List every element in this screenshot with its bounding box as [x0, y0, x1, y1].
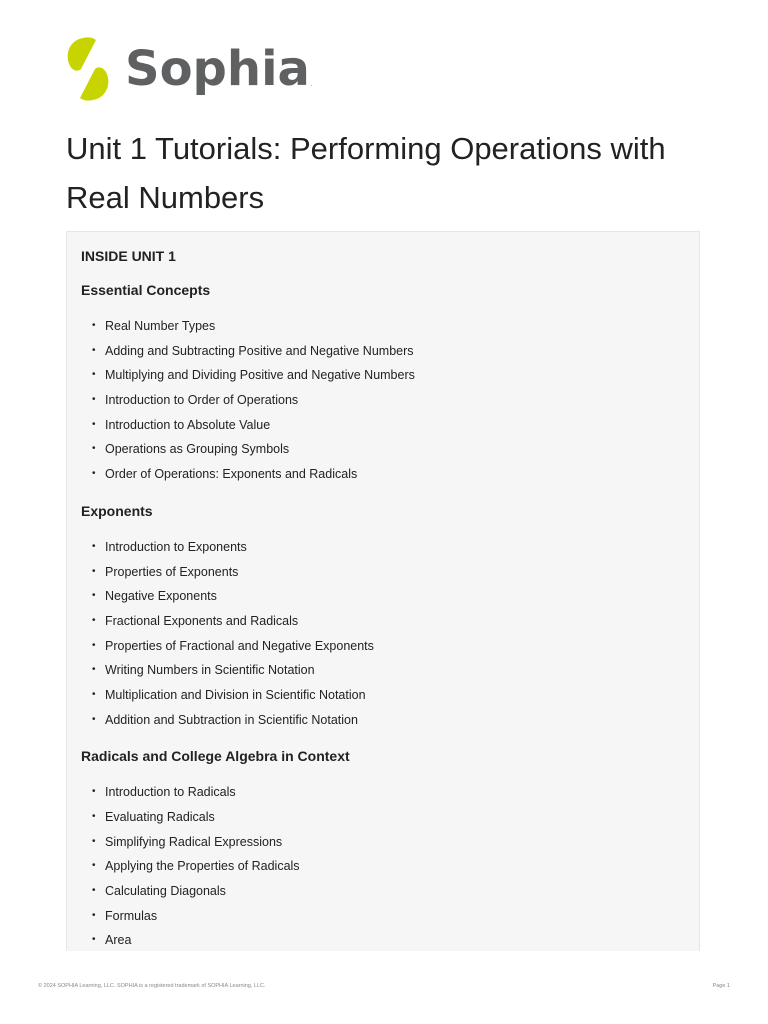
bullet-icon: •	[92, 565, 96, 577]
footer-page-number: Page 1	[712, 983, 730, 989]
topic-label: Multiplication and Division in Scientific Notation	[105, 687, 366, 702]
topic-label: Formulas	[105, 908, 158, 923]
section-radicals	[81, 746, 699, 951]
bullet-icon: •	[92, 639, 96, 651]
bullet-icon: •	[92, 320, 96, 331]
topic-label: Properties of Fractional and Negative Exponents	[105, 638, 374, 653]
topic-label: Operations as Grouping Symbols	[105, 442, 290, 457]
topic-label: Introduction to Radicals	[105, 785, 236, 800]
topic-label: Calculating Diagonals	[105, 884, 226, 899]
topic-label: Properties of Exponents	[105, 564, 239, 579]
bullet-icon: •	[92, 540, 96, 552]
bullet-icon: •	[92, 590, 96, 602]
topic-label: Introduction to Absolute Value	[105, 417, 271, 432]
page-title: Unit 1 Tutorials: Performing Operations with Real Numbers	[66, 131, 666, 215]
bullet-icon: •	[92, 786, 96, 798]
section-heading: Essential Concepts	[81, 282, 211, 298]
list-item	[81, 462, 699, 487]
footer-copyright: © 2024 SOPHIA Learning, LLC. SOPHIA is a registered trademark of SOPHIA Learning, LLC.	[38, 983, 266, 989]
topic-list	[81, 314, 699, 487]
list-item	[81, 535, 699, 560]
topic-label: Introduction to Order of Operations	[105, 393, 299, 408]
section-essential-concepts	[81, 280, 699, 487]
bullet-icon: •	[92, 664, 96, 676]
logo-trademark: .	[310, 82, 313, 88]
sophia-leaf-icon	[66, 36, 110, 102]
list-item	[81, 339, 699, 364]
list-item	[81, 780, 699, 805]
page-footer	[38, 983, 730, 989]
bullet-icon: •	[92, 418, 96, 430]
bullet-icon: •	[92, 885, 96, 897]
list-item	[81, 609, 699, 634]
topic-label: Order of Operations: Exponents and Radicals	[105, 467, 358, 482]
section-heading: Exponents	[81, 502, 153, 519]
topic-label: Writing Numbers in Scientific Notation	[105, 663, 315, 678]
topic-label: Evaluating Radicals	[105, 810, 215, 824]
topic-list	[81, 780, 699, 951]
list-item	[81, 658, 699, 683]
list-item	[81, 634, 699, 659]
bullet-icon: •	[92, 394, 96, 406]
bullet-icon: •	[92, 860, 96, 872]
bullet-icon: •	[92, 934, 96, 946]
list-item	[81, 830, 699, 855]
topic-label: Introduction to Exponents	[105, 539, 247, 554]
bullet-icon: •	[92, 443, 96, 455]
list-item	[81, 879, 699, 904]
topic-label: Addition and Subtraction in Scientific Notation	[105, 712, 358, 727]
list-item	[81, 560, 699, 585]
inside-unit-heading: INSIDE UNIT 1	[81, 248, 176, 264]
section-exponents	[81, 501, 699, 733]
bullet-icon: •	[92, 614, 96, 626]
bullet-icon: •	[92, 811, 96, 822]
bullet-icon: •	[92, 688, 96, 700]
topic-label: Area	[105, 933, 132, 948]
list-item	[81, 413, 699, 438]
bullet-icon: •	[92, 468, 96, 480]
bullet-icon: •	[92, 344, 96, 356]
logo-wordmark: Sophia	[125, 41, 310, 97]
list-item	[81, 363, 699, 388]
list-item	[81, 928, 699, 951]
section-heading: Radicals and College Algebra in Context	[81, 748, 350, 765]
bullet-icon: •	[92, 835, 96, 847]
topic-label: Multiplying and Dividing Positive and Negative Numbers	[105, 368, 415, 383]
topic-label: Simplifying Radical Expressions	[105, 834, 283, 849]
topic-label: Negative Exponents	[105, 589, 217, 604]
topic-list	[81, 535, 699, 733]
list-item	[81, 584, 699, 609]
list-item	[81, 708, 699, 733]
sophia-logo	[66, 36, 313, 102]
inside-unit-panel	[66, 231, 700, 951]
list-item	[81, 314, 699, 339]
list-item	[81, 388, 699, 413]
list-item	[81, 683, 699, 708]
bullet-icon: •	[92, 713, 96, 725]
topic-label: Fractional Exponents and Radicals	[105, 613, 299, 628]
bullet-icon: •	[92, 909, 96, 921]
topic-label: Real Number Types	[105, 319, 216, 333]
list-item	[81, 854, 699, 879]
bullet-icon: •	[92, 369, 96, 381]
list-item	[81, 904, 699, 929]
list-item	[81, 805, 699, 830]
topic-label: Adding and Subtracting Positive and Negative Numbers	[105, 343, 414, 358]
list-item	[81, 437, 699, 462]
topic-label: Applying the Properties of Radicals	[105, 859, 300, 874]
